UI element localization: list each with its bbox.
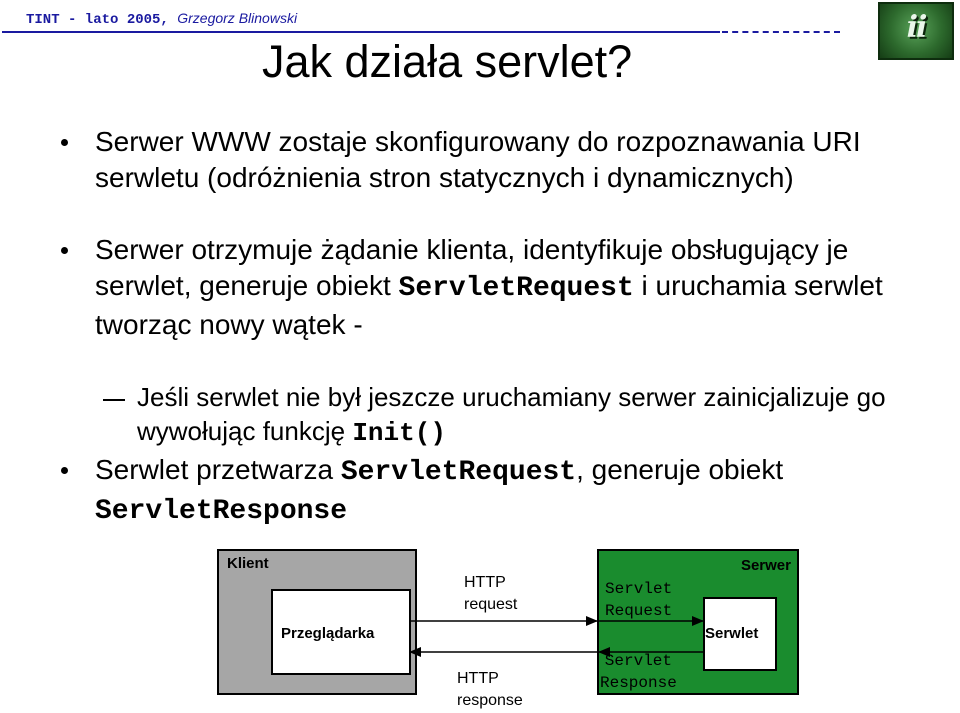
- init-code: Init(): [352, 418, 446, 448]
- http-request-line-1: HTTP: [464, 574, 506, 591]
- course-name: TINT - lato 2005,: [26, 12, 169, 28]
- bullet-1: Serwer WWW zostaje skonfigurowany do rozpoznawania URI serwletu (odróżnienia stron statycznych i dynamicznych): [95, 126, 861, 193]
- servletresponse-code: ServletResponse: [95, 496, 348, 527]
- logo-text: ii: [906, 10, 926, 45]
- bullet-2-text-b: i uruchamia serwlet tworząc nowy wątek -: [95, 270, 883, 340]
- servlet-request-line-1: Servlet: [605, 580, 673, 598]
- servlet-response-line-1: Servlet: [604, 652, 673, 670]
- browser-label: Przeglądarka: [281, 625, 375, 642]
- servletrequest-code: ServletRequest: [340, 457, 577, 488]
- servlet-label: Serwlet: [705, 625, 759, 642]
- author-name: Grzegorz Blinowski: [177, 10, 298, 26]
- bullet-3-text-a: Serwlet przetwarza: [95, 454, 341, 485]
- client-label: Klient: [227, 555, 269, 572]
- http-request-line-2: request: [464, 596, 518, 613]
- bullet-2-text-a: Serwer otrzymuje żądanie klienta, identyfikuje obsługujący je serwlet, generuje obiekt: [95, 234, 849, 301]
- slide-title: Jak działa servlet?: [262, 36, 633, 87]
- servlet-request-line-2: Request: [605, 602, 673, 620]
- servletrequest-code: ServletRequest: [398, 273, 634, 304]
- sub-bullet-text: Jeśli serwlet nie był jeszcze uruchamiany serwer zainicjalizuje go wywołując funkcję: [137, 382, 886, 446]
- server-label: Serwer: [740, 557, 791, 574]
- http-response-line-2: response: [457, 692, 523, 709]
- http-response-line-1: HTTP: [457, 670, 499, 687]
- servlet-response-line-2: Response: [600, 674, 677, 692]
- bullet-3-text-b: , generuje obiekt: [576, 454, 784, 485]
